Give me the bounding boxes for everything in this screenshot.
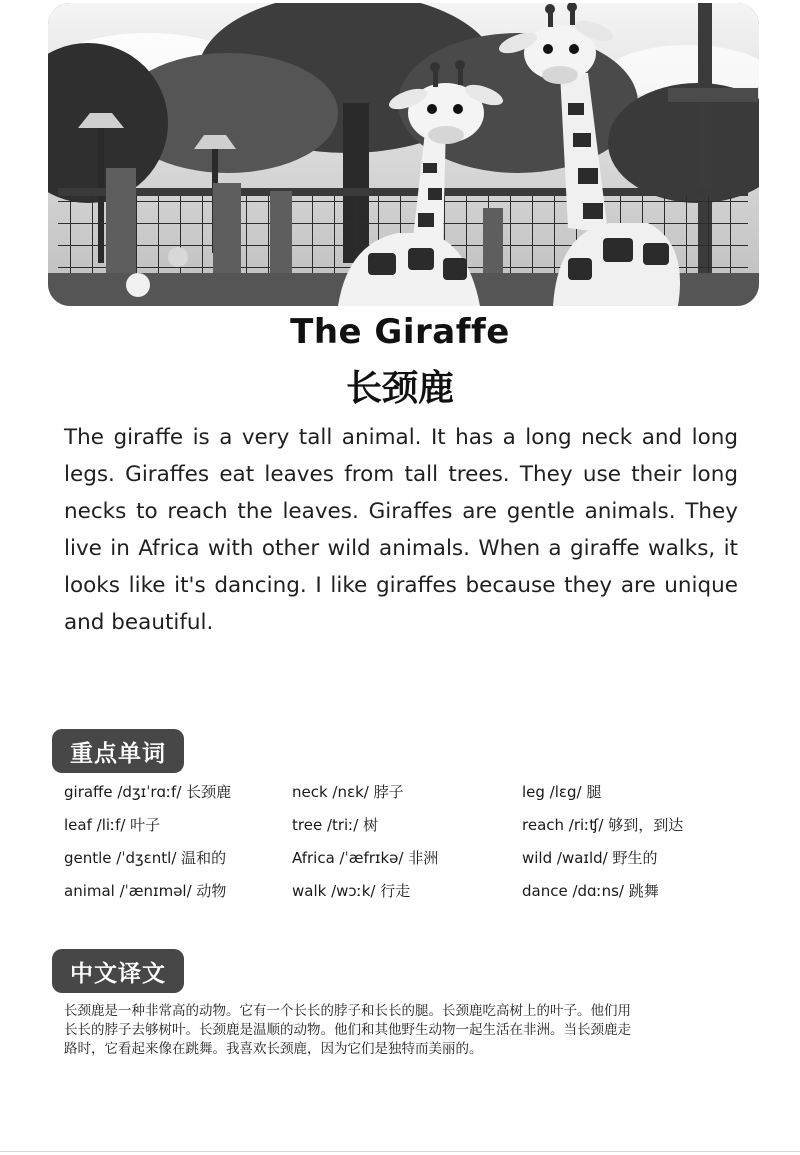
translation-section-label: 中文译文 <box>52 949 184 993</box>
vocab-item: wild /waɪld/ 野生的 <box>522 849 658 867</box>
reading-passage: The giraffe is a very tall animal. It has a long neck and long legs. Giraffes eat leaves from tall trees. They use their long necks to reach the leaves. Giraffes are gentle animals. They live in Africa with other wild animals. When a giraffe walks, it looks like it's dancing. I like giraffes because they are unique and beautiful. <box>64 425 738 635</box>
title-english: The Giraffe <box>290 312 510 352</box>
vocab-item: reach /riːʧ/ 够到，到达 <box>522 816 684 834</box>
vocab-item: neck /nɛk/ 脖子 <box>292 783 404 801</box>
vocab-item: walk /wɔːk/ 行走 <box>292 882 411 900</box>
title-chinese: 长颈鹿 <box>345 368 454 409</box>
vocab-item: tree /triː/ 树 <box>292 816 379 834</box>
vocab-item: gentle /ˈdʒɛntl/ 温和的 <box>64 849 227 867</box>
vocab-item: giraffe /dʒɪˈrɑːf/ 长颈鹿 <box>64 783 232 801</box>
vocab-section-label: 重点单词 <box>52 729 184 773</box>
vocab-item: animal /ˈænɪməl/ 动物 <box>64 882 227 900</box>
bottom-divider <box>0 1151 800 1152</box>
vocab-item: leaf /liːf/ 叶子 <box>64 816 161 834</box>
vocab-item: leg /lɛg/ 腿 <box>522 783 602 801</box>
vocab-item: Africa /ˈæfrɪkə/ 非洲 <box>292 849 439 867</box>
giraffe-illustration-icon <box>48 3 759 306</box>
hero-image <box>48 3 759 306</box>
vocab-item: dance /dɑːns/ 跳舞 <box>522 882 659 900</box>
chinese-translation: 长颈鹿是一种非常高的动物。它有一个长长的脖子和长长的腿。长颈鹿吃高树上的叶子。他们用长长的脖子去够树叶。长颈鹿是温顺的动物。他们和其他野生动物一起生活在非洲。当长颈鹿走路时，它看起来像在跳舞。我喜欢长颈鹿，因为它们是独特而美丽的。 <box>64 1003 631 1057</box>
